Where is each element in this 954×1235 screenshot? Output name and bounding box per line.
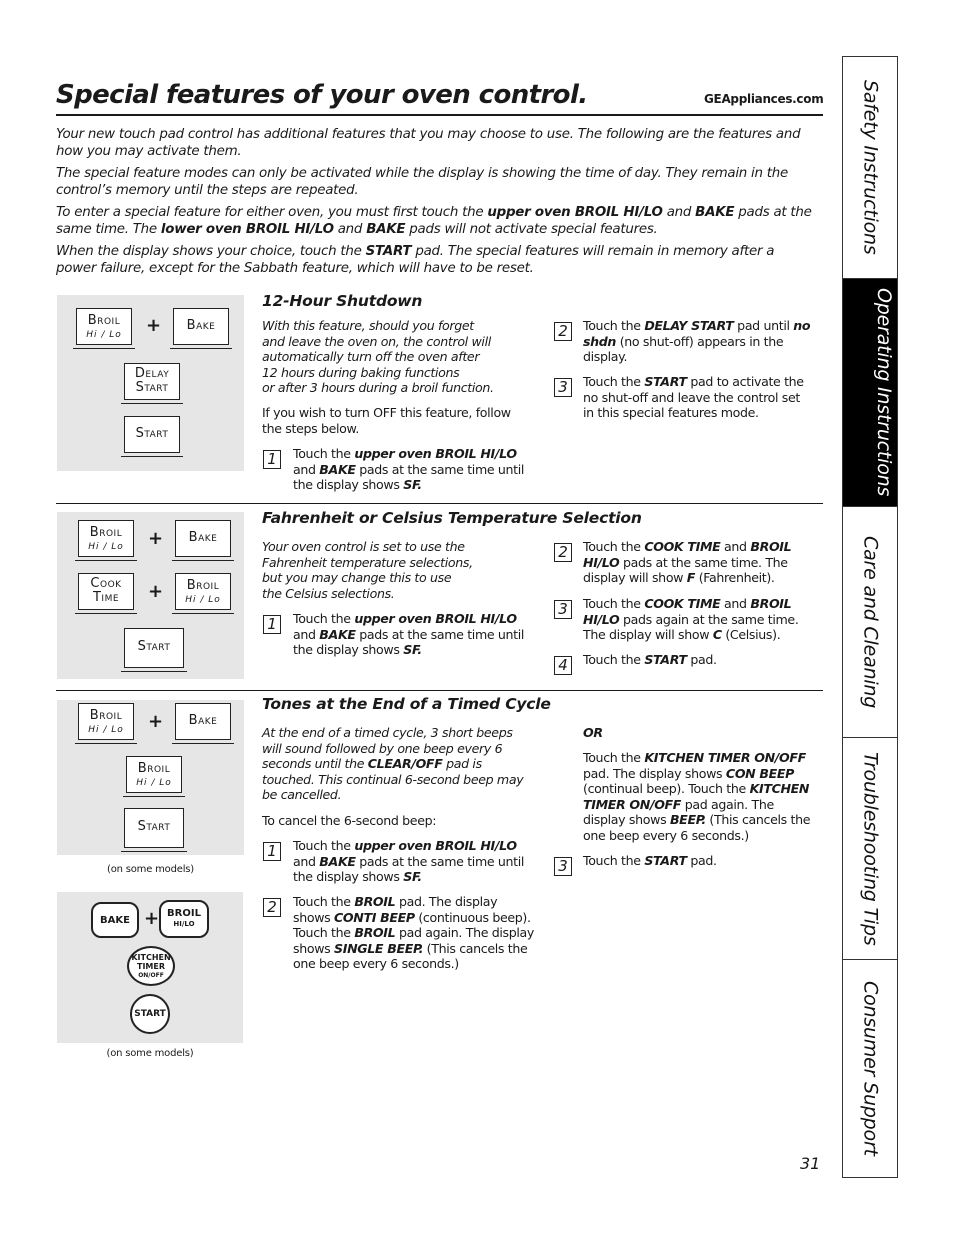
pad-diagram-shutdown xyxy=(57,295,244,471)
step-number: 2 xyxy=(263,898,281,917)
tab-troubleshooting-tips[interactable]: Troubleshooting Tips xyxy=(843,738,897,960)
tones-step-2: Touch the BROIL pad. The display shows CONTI BEEP (continuous beep). Touch the BROIL pad again. The display shows SINGLE BEEP. (This cancels the one beep every 6 seconds.) xyxy=(293,894,535,971)
plus-sign: + xyxy=(146,315,162,336)
bake-pad: Bake xyxy=(173,308,229,345)
shutdown-description: With this feature, should you forget and leave the oven on, the control will automatically turn off the oven after 12 hours during baking functions or after 3 hours during a broil function. xyxy=(262,318,494,395)
start-pad: Start xyxy=(124,628,184,668)
broil-hilo-pad: Broil Hi / Lo xyxy=(78,520,134,557)
broil-hilo-pad: Broil Hi / Lo xyxy=(126,756,182,793)
cook-time-pad: Cook Time xyxy=(78,573,134,610)
temp-step-3: Touch the COOK TIME and BROIL HI/LO pads again at the same time. The display will show C (Celsius). xyxy=(583,596,799,642)
step-number: 1 xyxy=(263,842,281,861)
step-number: 3 xyxy=(554,600,572,619)
tab-operating-instructions[interactable]: Operating Instructions xyxy=(843,279,897,507)
temp-step-1: Touch the upper oven BROIL HI/LO and BAKE pads at the same time until the display shows SF. xyxy=(293,611,525,657)
pad-diagram-tones xyxy=(57,700,244,855)
shutdown-step-2: Touch the DELAY START pad until no shdn (no shut-off) appears in the display. xyxy=(583,318,811,364)
plus-sign: + xyxy=(144,908,160,929)
shutdown-turnoff-text: If you wish to turn OFF this feature, follow the steps below. xyxy=(262,405,511,436)
section-title-12-hour-shutdown: 12-Hour Shutdown xyxy=(262,292,423,310)
intro-paragraph-4: When the display shows your choice, touch the START pad. The special features will remain in memory after a power failure, except for the Sabbath feature, which will have to be reset. xyxy=(56,244,775,276)
step-number: 1 xyxy=(263,450,281,469)
bake-pad: Bake xyxy=(175,520,231,557)
step-number: 1 xyxy=(263,615,281,634)
page-number: 31 xyxy=(800,1154,821,1173)
intro-paragraph-3: To enter a special feature for either oven, you must first touch the upper oven BROIL HI/LO and BAKE pads at the same time. The lower oven BROIL HI/LO and BAKE pads will not activate special features. xyxy=(56,205,812,237)
plus-sign: + xyxy=(148,581,164,602)
plus-sign: + xyxy=(148,711,164,732)
section-divider xyxy=(56,690,823,691)
start-round-pad: START xyxy=(130,994,170,1034)
bake-round-pad: BAKE xyxy=(91,902,139,938)
broil-hilo-pad: Broil Hi / Lo xyxy=(175,573,231,610)
tab-consumer-support[interactable]: Consumer Support xyxy=(859,981,882,1156)
step-number: 4 xyxy=(554,656,572,675)
or-label: OR xyxy=(583,725,603,740)
step-number: 2 xyxy=(554,543,572,562)
broil-hilo-round-pad: BROIL HI/LO xyxy=(159,900,209,938)
temp-description: Your oven control is set to use the Fahrenheit temperature selections, but you may change this to use the Celsius selections. xyxy=(262,539,473,601)
models-note: (on some models) xyxy=(106,1048,194,1059)
section-divider xyxy=(56,503,823,504)
section-tabs xyxy=(842,56,898,1178)
tab-care-and-cleaning[interactable]: Care and Cleaning xyxy=(843,507,897,738)
plus-sign: + xyxy=(148,528,164,549)
start-pad: Start xyxy=(124,808,184,848)
models-note: (on some models) xyxy=(107,864,194,875)
step-number: 3 xyxy=(554,857,572,876)
step-number: 2 xyxy=(554,322,572,341)
title-rule xyxy=(56,114,823,116)
intro-paragraph-2: The special feature modes can only be activated while the display is showing the time of day. They remain in the control’s memory until the steps are repeated. xyxy=(56,166,788,198)
intro-paragraph-1: Your new touch pad control has additional features that you may choose to use. The following are the features and how you may activate them. xyxy=(56,127,801,159)
tones-step-1: Touch the upper oven BROIL HI/LO and BAKE pads at the same time until the display shows SF. xyxy=(293,838,525,884)
pad-diagram-tones-alt xyxy=(57,892,243,1043)
temp-step-4: Touch the START pad. xyxy=(583,652,717,667)
broil-hilo-pad: Broil Hi / Lo xyxy=(76,308,132,345)
shutdown-step-3: Touch the START pad to activate the no shut-off and leave the control set in this special features mode. xyxy=(583,374,804,420)
tab-safety-instructions[interactable]: Safety Instructions xyxy=(843,57,897,279)
step-number: 3 xyxy=(554,378,572,397)
delay-start-pad: Delay Start xyxy=(124,363,180,400)
pad-diagram-temperature xyxy=(57,512,244,679)
website-url[interactable]: GEAppliances.com xyxy=(704,92,824,106)
section-title-tones: Tones at the End of a Timed Cycle xyxy=(262,695,551,713)
section-title-temperature-selection: Fahrenheit or Celsius Temperature Selection xyxy=(262,509,642,527)
start-pad: Start xyxy=(124,416,180,453)
tones-description: At the end of a timed cycle, 3 short beeps will sound followed by one beep every 6 seconds until the CLEAR/OFF pad is touched. This continual 6-second beep may be cancelled. xyxy=(262,725,524,802)
tones-step-3: Touch the START pad. xyxy=(583,853,717,868)
page-title: Special features of your oven control. xyxy=(56,80,588,110)
temp-step-2: Touch the COOK TIME and BROIL HI/LO pads at the same time. The display will show F (Fahrenheit). xyxy=(583,539,792,585)
kitchen-timer-round-pad: KITCHEN TIMER ON/OFF xyxy=(127,946,175,986)
tones-alt-step: Touch the KITCHEN TIMER ON/OFF pad. The display shows CON BEEP (continual beep). Touch the KITCHEN TIMER ON/OFF pad again. The display shows BEEP. (This cancels the one beep every 6 seconds.) xyxy=(583,750,811,843)
broil-hilo-pad: Broil Hi / Lo xyxy=(78,703,134,740)
shutdown-step-1: Touch the upper oven BROIL HI/LO and BAKE pads at the same time until the display shows SF. xyxy=(293,446,525,492)
bake-pad: Bake xyxy=(175,703,231,740)
tones-cancel-text: To cancel the 6-second beep: xyxy=(262,813,437,828)
